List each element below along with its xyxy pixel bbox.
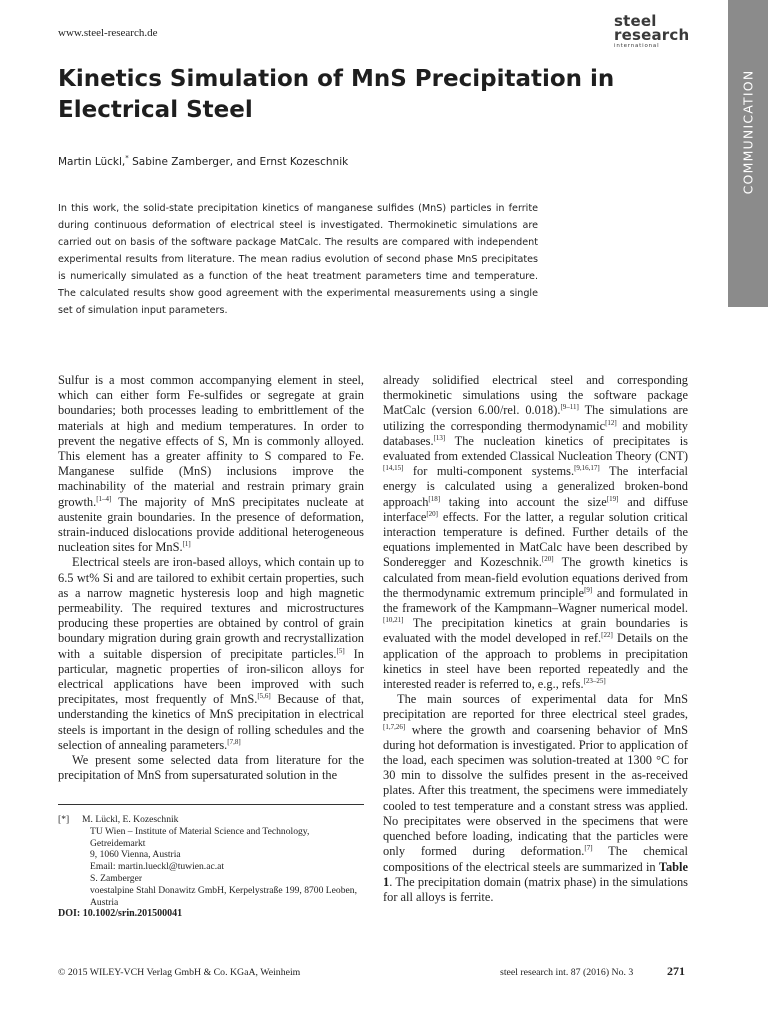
citation-ref[interactable]: [1] <box>182 540 191 549</box>
affiliation-line: 9, 1060 Vienna, Austria <box>90 849 181 861</box>
text-run: The main sources of experimental data for MnS precipitation are reported for three electrical steel grades, <box>383 692 688 722</box>
corresponding-author-mark: * <box>125 154 129 162</box>
citation-ref[interactable]: [7] <box>584 844 593 853</box>
text-run: where the growth and coarsening behavior of MnS during hot deformation is investigated. Prior to application of the load, each specimen was solution-treated at 1300 °C for 30 min to dissolve the sulfides present in the as-received plates. After this treatment, the specimens were immediately cooled to test temperature and a constant stress was applied. No precipitates were observed in the specimens that were quenched before loading, indicating that the particles were only formed during deformation. <box>383 722 688 859</box>
citation-ref[interactable]: [19] <box>606 494 619 503</box>
table-ref[interactable]: Table 1 <box>383 859 688 889</box>
text-run: The chemical compositions of the electrical steels are summarized in <box>383 844 689 874</box>
text-run: The nucleation kinetics of precipitates is evaluated from extended Classical Nucleation Theory (CNT) <box>383 433 688 464</box>
affiliation-line: voestalpine Stahl Donawitz GmbH, Kerpelystraße 199, 8700 Leoben, <box>90 884 357 896</box>
affiliation-line: S. Zamberger <box>90 872 143 884</box>
affiliation-line: M. Lückl, E. Kozeschnik <box>82 814 179 825</box>
journal-url[interactable]: www.steel-research.de <box>58 27 158 39</box>
author-affiliations <box>58 814 364 908</box>
text-run: The growth kinetics is calculated from mean-field evolution equations derived from the thermodynamic extremum principle <box>383 555 688 600</box>
text-run: The precipitation kinetics at grain boundaries is evaluated with the model developed in ref. <box>383 616 688 646</box>
text-run: Sulfur is a most common accompanying element in steel, which can either form Fe-sulfides or segregate at grain boundaries; both processes leading to embrittlement of the materials at high and medium temperatures. In order to prevent the negative effects of S, Mn is commonly alloyed. This element has a greater affinity to S compared to Fe. Manganese sulfide (MnS) inclusions improve the machinability of the material and restrain primary grain growth. <box>58 373 364 509</box>
other-authors: Sabine Zamberger, and Ernst Kozeschnik <box>128 156 349 168</box>
paragraph <box>58 555 364 753</box>
citation-ref[interactable]: [20] <box>541 555 554 564</box>
text-run: and mobility databases. <box>383 418 688 448</box>
paragraph <box>58 753 364 783</box>
text-run: The simulations are utilizing the corresponding thermodynamic <box>383 403 688 433</box>
citation-ref[interactable]: [9,16,17] <box>574 464 600 473</box>
body-column-left <box>58 373 364 783</box>
citation-ref[interactable]: [9–11] <box>560 403 579 412</box>
citation-ref[interactable]: [23–25] <box>583 677 606 686</box>
journal-citation-footer: steel research int. 87 (2016) No. 3 <box>500 967 634 978</box>
logo-line-research: research <box>614 26 690 44</box>
text-run: for multi-component systems. <box>403 464 575 479</box>
paragraph <box>383 373 688 692</box>
affiliation-line: Austria <box>90 896 119 908</box>
text-run: already solidified electrical steel and corresponding thermokinetic simulations using the software package MatCalc (version 6.00/rel. 0.018). <box>383 373 688 418</box>
citation-ref[interactable]: [5,6] <box>257 692 271 701</box>
citation-ref[interactable]: [9] <box>584 585 593 594</box>
article-title: Kinetics Simulation of MnS Precipitation in Electrical Steel <box>58 66 615 123</box>
logo-line-steel: steel <box>614 12 657 30</box>
journal-logo <box>614 14 694 50</box>
citation-ref[interactable]: [5] <box>336 646 345 655</box>
page-number: 271 <box>667 964 685 978</box>
text-run: Details on the application of the approach to problems in precipitation kinetics in steel have been reported repeatedly and the interested reader is referred to, e.g., refs. <box>383 631 688 692</box>
text-run: . The precipitation domain (matrix phase) in the simulations for all alloys is ferrite. <box>383 874 688 904</box>
paragraph <box>383 692 688 905</box>
doi-link[interactable]: DOI: 10.1002/srin.201500041 <box>58 908 183 919</box>
citation-ref[interactable]: [20] <box>426 509 439 518</box>
abstract: In this work, the solid-state precipitation kinetics of manganese sulfides (MnS) particles in ferrite during continuous deformation of electrical steel is investigated. Thermokinetic simulations are carried out on basis of the software package MatCalc. The results are compared with independent experimental results from literature. The mean radius evolution of second phase MnS precipitates is numerically simulated as a function of the heat treatment parameters time and temperature. The calculated results show good agreement with the experimental measurements using a single set of simulation input parameters. <box>58 203 538 316</box>
citation-ref[interactable]: [10,21] <box>383 616 404 625</box>
text-run: and formulated in the framework of the Kampmann–Wagner numerical model. <box>383 585 689 616</box>
citation-ref[interactable]: [1–4] <box>96 494 112 503</box>
citation-ref[interactable]: [1,7,26] <box>383 722 406 731</box>
citation-ref[interactable]: [14,15] <box>383 464 404 473</box>
copyright-footer: © 2015 WILEY-VCH Verlag GmbH & Co. KGaA, Weinheim <box>58 967 301 978</box>
author-1: Martin Lückl, <box>58 156 126 168</box>
body-column-right <box>383 373 688 905</box>
text-run: effects. For the latter, a regular solution critical interaction temperature is defined. Further details of the equations implemented in MatCalc have been described by Sonderegger and Kozeschnik. <box>383 509 688 570</box>
affiliation-line: TU Wien – Institute of Material Science and Technology, Getreidemarkt <box>90 825 310 849</box>
text-run: The majority of MnS precipitates nucleate at austenite grain boundaries. In the presence of deformation, strain-induced dislocations provide additional heterogeneous nucleation sites for MnS. <box>58 494 364 555</box>
text-run: and diffuse interface <box>383 494 688 524</box>
text-run: In particular, magnetic properties of iron-silicon alloys for electrical applications have been improved with such precipitates, most frequently of MnS. <box>58 646 364 707</box>
logo-line-international: international <box>614 43 660 49</box>
citation-ref[interactable]: [22] <box>601 631 613 640</box>
paragraph <box>58 373 364 555</box>
citation-ref[interactable]: [18] <box>428 494 441 503</box>
text-run: taking into account the size <box>440 494 607 509</box>
email-link[interactable]: Email: martin.lueckl@tuwien.ac.at <box>90 861 225 873</box>
text-run: We present some selected data from literature for the precipitation of MnS from supersaturated solution in the <box>58 753 364 783</box>
text-run: Because of that, understanding the kinetics of MnS precipitation in electrical steels is important in the design of rolling schedules and the selection of annealing parameters. <box>58 692 364 752</box>
author-list <box>58 156 348 168</box>
citation-ref[interactable]: [13] <box>433 433 446 442</box>
section-label: COMMUNICATION <box>740 69 756 195</box>
footnote-mark: [*] <box>58 814 70 825</box>
footnote-divider <box>58 804 364 805</box>
text-run: Electrical steels are iron-based alloys, which contain up to 6.5 wt% Si and are tailored to exhibit certain properties, such as a narrow magnetic hysteresis loop and high magnetic permeability. The required textures and microstructures producing these properties are obtained by control of grain boundary migration during grain growth and recrystallization with a suitable dispersion of precipitate particles. <box>58 555 364 661</box>
citation-ref[interactable]: [12] <box>605 418 617 427</box>
text-run: The interfacial energy is calculated using a generalized broken-bond approach <box>383 464 688 509</box>
citation-ref[interactable]: [7,8] <box>227 737 241 746</box>
